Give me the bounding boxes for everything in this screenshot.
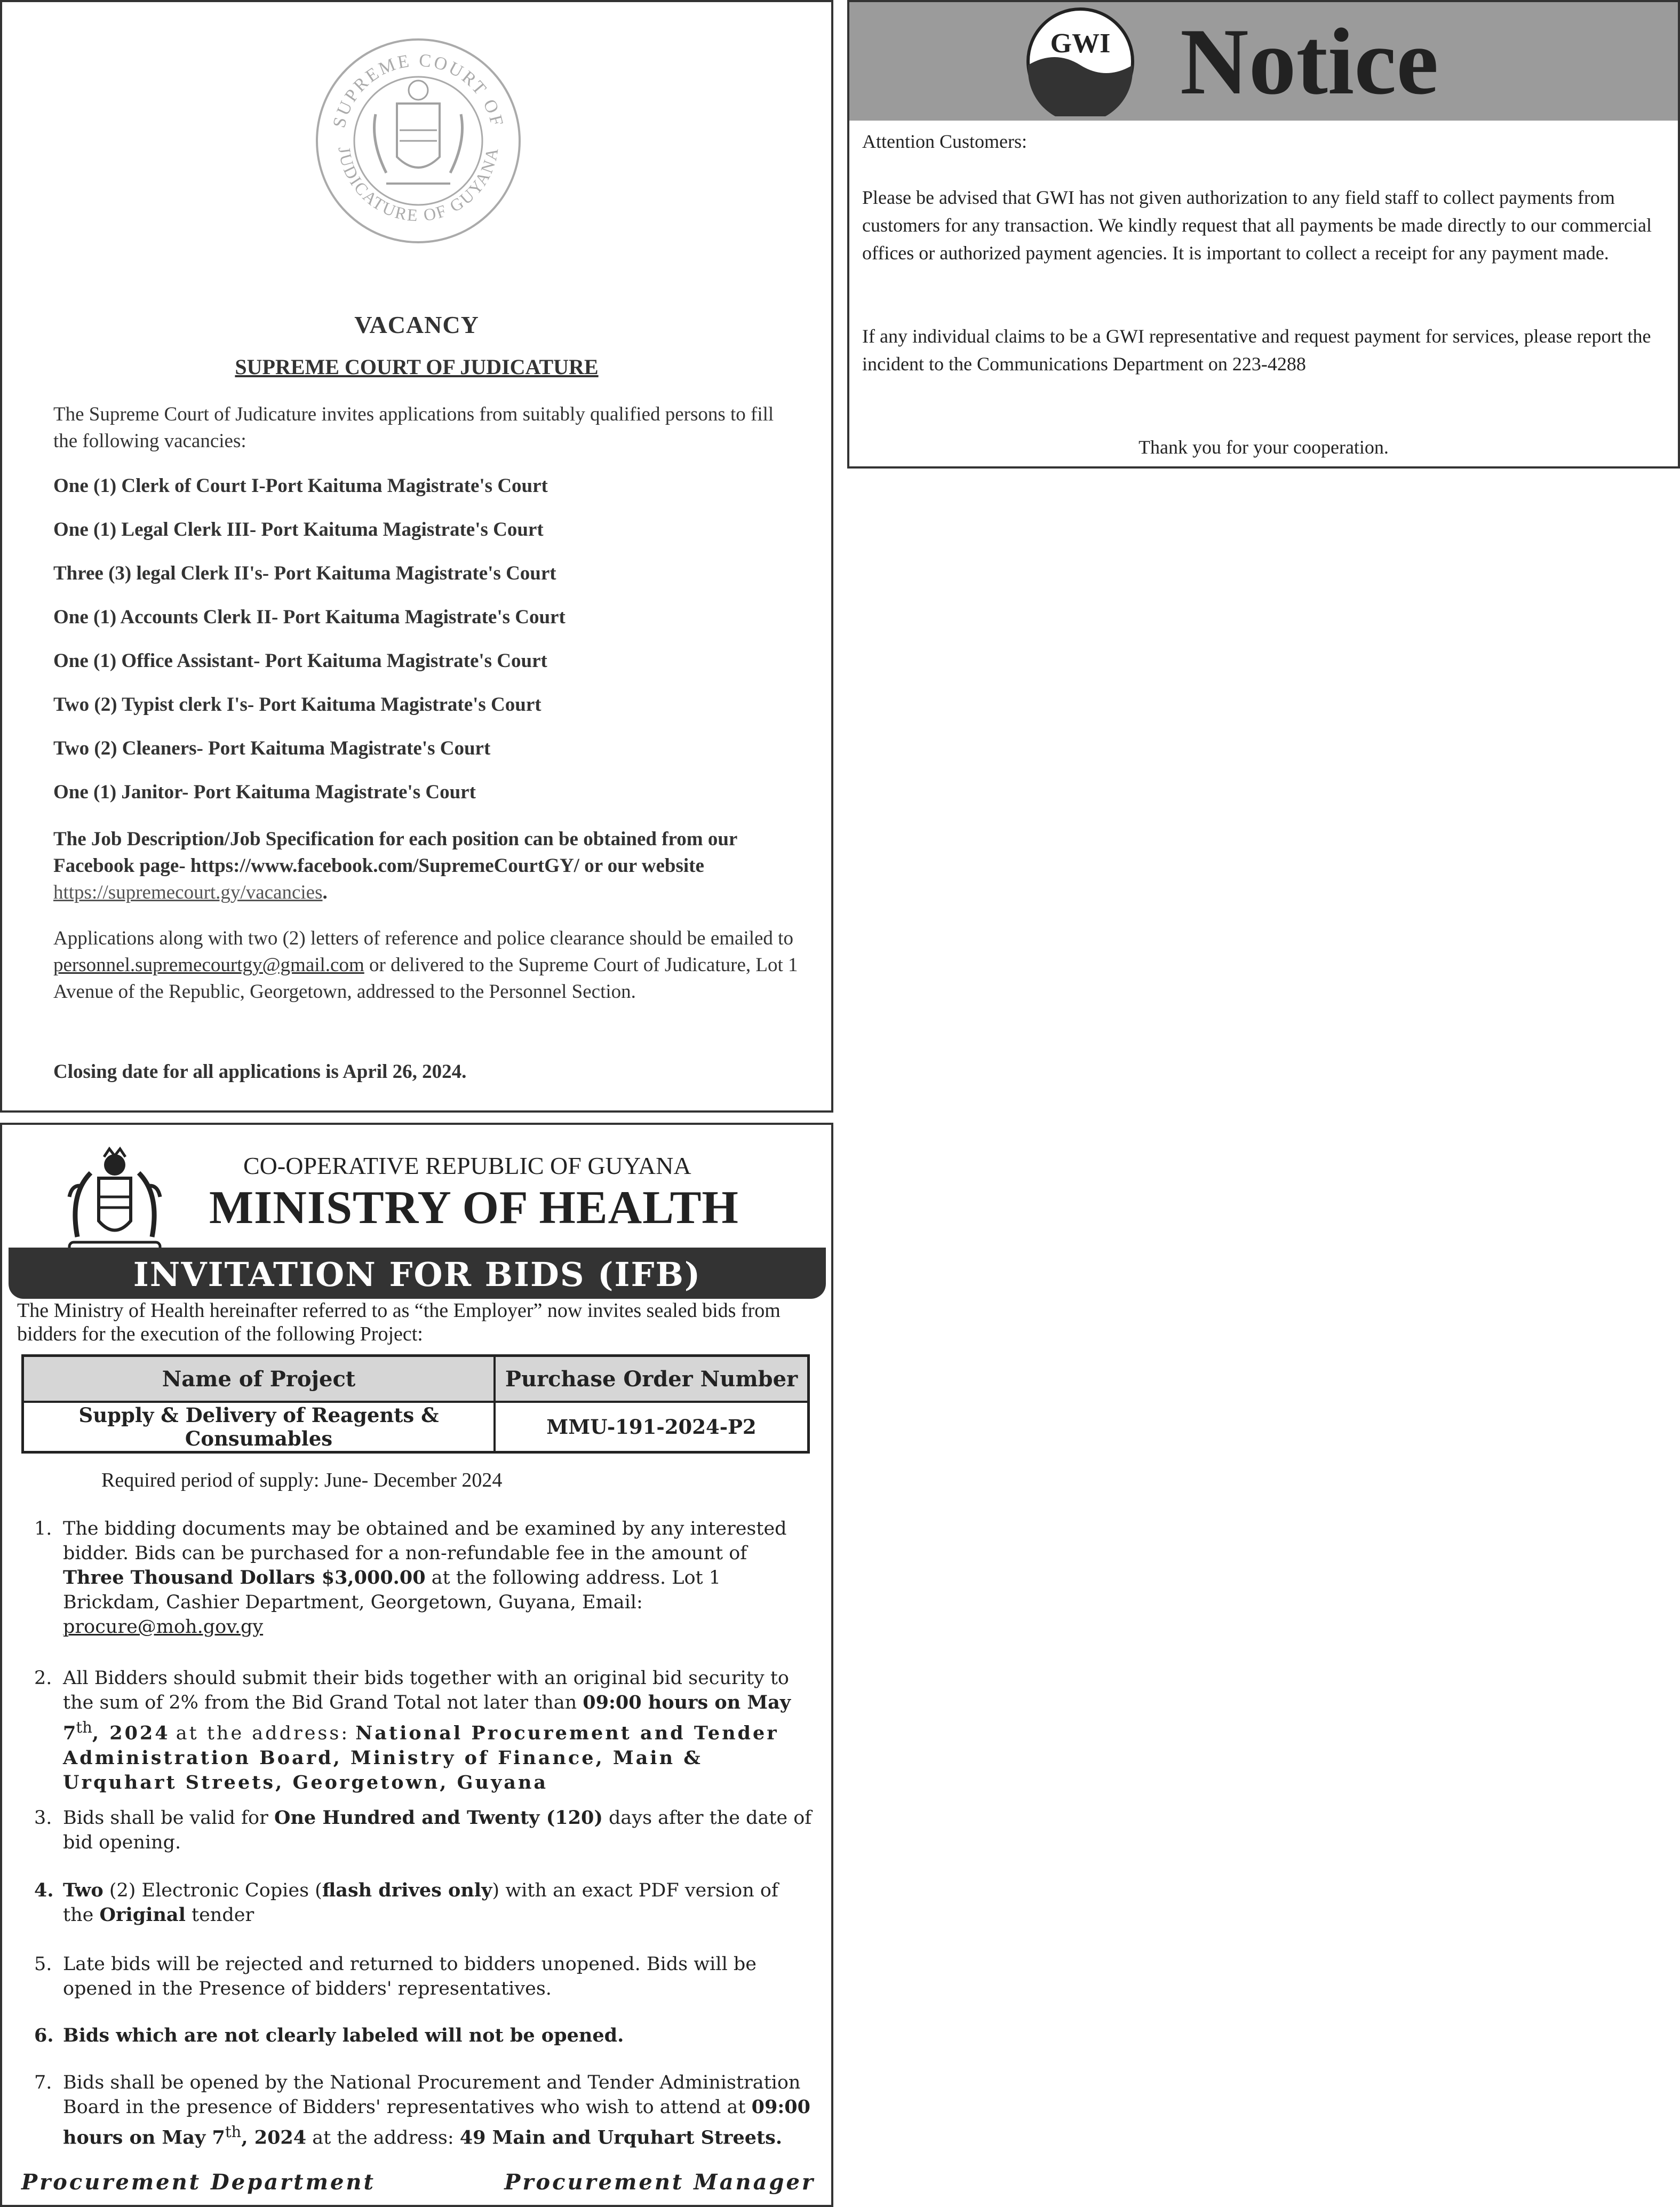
item-text: days after the date of bid opening. [63, 1807, 812, 1853]
job-description-info [53, 826, 800, 906]
moh-ifb-notice [0, 1123, 833, 2207]
item-year: , 2024 [241, 2126, 307, 2149]
supply-period: Required period of supply: June- December 2024 [101, 1469, 503, 1491]
list-item [34, 1806, 813, 1855]
coat-of-arms-icon [53, 1146, 176, 1258]
gwi-logo-icon [1025, 6, 1135, 116]
court-intro: The Supreme Court of Judicature invites applications from suitably qualified persons to fill the following vacancies: [53, 403, 774, 452]
item-number: 3. [34, 1807, 52, 1829]
vacancy-list [53, 472, 800, 822]
apply-text-post: or delivered to the Supreme Court of Judicature, Lot 1 Avenue of the Republic, Georgetown, addressed to the Personnel Section. [53, 954, 798, 1003]
item-text: (2) Electronic Copies ( [109, 1880, 322, 1901]
thanks-line: Thank you for your cooperation. [1138, 436, 1389, 458]
item-number: 7. [34, 2072, 52, 2093]
list-item: Three (3) legal Clerk II's- Port Kaituma Magistrate's Court [53, 562, 556, 584]
superscript: th [225, 2123, 242, 2141]
project-name-cell: Supply & Delivery of Reagents & Consumables [23, 1402, 495, 1452]
list-item [34, 1517, 813, 1639]
footer-manager: Procurement Manager [504, 2170, 815, 2195]
project-table [21, 1354, 810, 1454]
item-text: Bids shall be valid for [63, 1807, 268, 1829]
notice-paragraph-2: If any individual claims to be a GWI representative and request payment for services, please report the incident to the Communications Department on 223-4288 [862, 326, 1651, 375]
notice-paragraph-1: Please be advised that GWI has not given authorization to any field staff to collect payments from customers for any transaction. We kindly request that all payments be made directly to our commercial offices or authorized payment agencies. It is important to collect a receipt for any payment made. [862, 187, 1652, 264]
item-deadline: 09:00 hours on May 7 [63, 1692, 791, 1744]
country-name: CO-OPERATIVE REPUBLIC OF GUYANA [243, 1152, 691, 1179]
closing-date: Closing date for all applications is April 26, 2024. [53, 1061, 467, 1083]
list-item: One (1) Accounts Clerk II- Port Kaituma Magistrate's Court [53, 606, 566, 628]
list-item: Two (2) Cleaners- Port Kaituma Magistrate's Court [53, 737, 491, 759]
item-text: ) with an exact PDF version of the [63, 1880, 778, 1926]
job-description-end: . [322, 882, 328, 903]
superscript: th [76, 1718, 92, 1736]
personnel-email-link[interactable]: personnel.supremecourtgy@gmail.com [53, 954, 364, 976]
item-number: 2. [34, 1668, 52, 1689]
item-number: 1. [34, 1518, 52, 1539]
item-opening-time: 09:00 hours on May 7 [63, 2096, 810, 2149]
item-text: at the address: [176, 1722, 350, 1744]
gwi-logo-text: GWI [1050, 28, 1111, 59]
po-number-cell: MMU-191-2024-P2 [495, 1402, 809, 1452]
svg-text:SUPREME COURT OF: SUPREME COURT OF [329, 50, 507, 130]
footer-department: Procurement Department [21, 2170, 376, 2195]
list-item [34, 2070, 813, 2150]
ifb-title: INVITATION FOR BIDS (IFB) [133, 1255, 702, 1294]
list-item [34, 2023, 813, 2048]
item-text: Bids which are not clearly labeled will not be opened. [63, 2025, 624, 2046]
item-number: 4. [34, 1879, 54, 1901]
item-number: 5. [34, 1954, 52, 1975]
item-text: The bidding documents may be obtained and be examined by any interested bidder. Bids can be purchased for a non-refundable fee in the amount of [63, 1518, 787, 1564]
list-item [34, 1952, 813, 2001]
court-subheading: SUPREME COURT OF JUDICATURE [235, 355, 599, 379]
court-vacancy-notice [0, 0, 833, 1113]
item-text: Original [99, 1904, 186, 1926]
item-text: at the address: [312, 2127, 454, 2149]
list-item: Two (2) Typist clerk I's- Port Kaituma Magistrate's Court [53, 694, 542, 716]
job-description-text: The Job Description/Job Specification for each position can be obtained from our Facebook page- https://www.facebook.com/SupremeCourtGY/ or our website [53, 828, 737, 877]
item-fee: Three Thousand Dollars $3,000.00 [63, 1567, 426, 1589]
item-text: Bids shall be opened by the National Procurement and Tender Administration Board in the presence of Bidders' representatives who wish to attend at [63, 2072, 801, 2118]
list-item [34, 1666, 813, 1795]
list-item: One (1) Legal Clerk III- Port Kaituma Magistrate's Court [53, 519, 544, 541]
table-header-project: Name of Project [23, 1356, 495, 1402]
application-instructions [53, 925, 800, 1005]
item-number: 6. [34, 2025, 54, 2046]
ifb-intro: The Ministry of Health hereinafter referred to as “the Employer” now invites sealed bids from bidders for the execution of the following Project: [17, 1299, 781, 1345]
item-validity: One Hundred and Twenty (120) [274, 1807, 603, 1829]
list-item [34, 1878, 813, 1927]
procure-email-link[interactable]: procure@moh.gov.gy [63, 1616, 264, 1638]
attention-line: Attention Customers: [862, 131, 1027, 152]
item-text: Late bids will be rejected and returned to bidders unopened. Bids will be opened in the Presence of bidders' representatives. [63, 1954, 757, 1999]
notice-title: Notice [1180, 9, 1439, 114]
list-item: One (1) Janitor- Port Kaituma Magistrate's Court [53, 781, 476, 803]
item-text: at the following address. Lot 1 Brickdam, Cashier Department, Georgetown, Guyana, Email: [63, 1567, 721, 1613]
apply-text-pre: Applications along with two (2) letters of reference and police clearance should be emailed to [53, 927, 793, 949]
list-item: One (1) Office Assistant- Port Kaituma Magistrate's Court [53, 650, 547, 672]
table-header-row [23, 1356, 809, 1402]
item-text: All Bidders should submit their bids together with an original bid security to the sum of 2% from the Bid Grand Total not later than [63, 1668, 789, 1713]
vacancies-link[interactable]: https://supremecourt.gy/vacancies [53, 882, 323, 903]
table-header-po: Purchase Order Number [495, 1356, 809, 1402]
item-address: 49 Main and Urquhart Streets. [459, 2126, 783, 2149]
svg-text:JUDICATURE OF GUYANA: JUDICATURE OF GUYANA [335, 145, 502, 225]
gwi-notice [847, 0, 1680, 469]
list-item: One (1) Clerk of Court I-Port Kaituma Magistrate's Court [53, 475, 548, 497]
item-year: , 2024 [92, 1722, 170, 1744]
court-seal-icon [312, 34, 525, 248]
item-text: Two [63, 1879, 103, 1901]
ministry-name: MINISTRY OF HEALTH [209, 1182, 739, 1234]
item-text: flash drives only [322, 1879, 492, 1901]
item-address: National Procurement and Tender Administration Board, Ministry of Finance, Main & Urquhart Streets, Georgetown, Guyana [63, 1722, 779, 1793]
item-text: tender [192, 1904, 254, 1926]
table-row [23, 1402, 809, 1452]
vacancy-heading: VACANCY [354, 311, 479, 338]
